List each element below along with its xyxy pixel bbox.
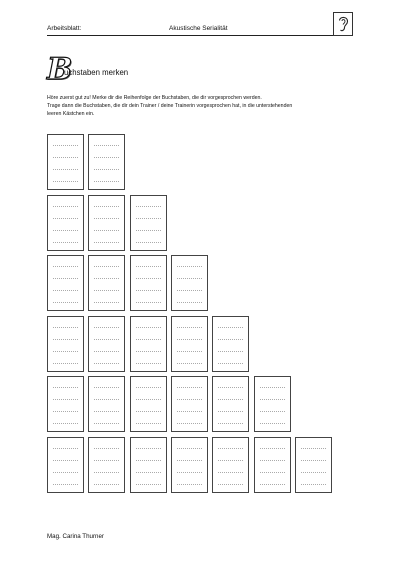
letter-box[interactable]: [171, 376, 208, 432]
worksheet-topic: Akustische Serialität: [169, 25, 228, 32]
writing-guide-line: [177, 302, 202, 303]
writing-guide-line: [177, 351, 202, 352]
writing-guide-line: [218, 460, 243, 461]
writing-guide-line: [177, 460, 202, 461]
writing-guide-line: [177, 411, 202, 412]
writing-guide-line: [218, 411, 243, 412]
writing-guide-line: [177, 363, 202, 364]
writing-guide-line: [94, 242, 119, 243]
writing-guide-line: [53, 448, 78, 449]
letter-box[interactable]: [130, 195, 167, 251]
letter-box[interactable]: [130, 437, 167, 493]
writing-guide-line: [94, 411, 119, 412]
letter-box[interactable]: [171, 437, 208, 493]
writing-guide-line: [94, 351, 119, 352]
letter-box[interactable]: [47, 134, 84, 190]
ear-icon: [333, 12, 353, 36]
writing-guide-line: [218, 363, 243, 364]
writing-guide-line: [94, 145, 119, 146]
writing-guide-line: [218, 399, 243, 400]
writing-guide-line: [218, 387, 243, 388]
writing-guide-line: [94, 266, 119, 267]
writing-guide-line: [177, 423, 202, 424]
writing-guide-line: [260, 411, 285, 412]
writing-guide-line: [53, 218, 78, 219]
writing-guide-line: [94, 339, 119, 340]
page-header: [47, 25, 333, 35]
writing-guide-line: [136, 351, 161, 352]
writing-guide-line: [94, 302, 119, 303]
writing-guide-line: [177, 278, 202, 279]
writing-guide-line: [94, 460, 119, 461]
writing-guide-line: [53, 327, 78, 328]
writing-guide-line: [94, 448, 119, 449]
letter-box[interactable]: [130, 376, 167, 432]
writing-guide-line: [218, 472, 243, 473]
writing-guide-line: [53, 230, 78, 231]
writing-guide-line: [260, 472, 285, 473]
letter-box[interactable]: [212, 316, 249, 372]
letter-box[interactable]: [47, 255, 84, 311]
writing-guide-line: [177, 484, 202, 485]
letter-box[interactable]: [212, 376, 249, 432]
writing-guide-line: [260, 399, 285, 400]
writing-guide-line: [53, 484, 78, 485]
writing-guide-line: [94, 218, 119, 219]
writing-guide-line: [301, 460, 326, 461]
writing-guide-line: [53, 278, 78, 279]
writing-guide-line: [136, 230, 161, 231]
writing-guide-line: [218, 339, 243, 340]
writing-guide-line: [53, 206, 78, 207]
header-divider: [47, 35, 333, 36]
writing-guide-line: [94, 327, 119, 328]
writing-guide-line: [53, 302, 78, 303]
writing-guide-line: [136, 278, 161, 279]
writing-guide-line: [94, 206, 119, 207]
writing-guide-line: [53, 411, 78, 412]
instructions: [47, 94, 347, 118]
writing-guide-line: [94, 278, 119, 279]
writing-guide-line: [94, 290, 119, 291]
letter-box[interactable]: [295, 437, 332, 493]
writing-guide-line: [136, 302, 161, 303]
writing-guide-line: [177, 266, 202, 267]
letter-box[interactable]: [130, 255, 167, 311]
writing-guide-line: [136, 423, 161, 424]
writing-guide-line: [136, 411, 161, 412]
writing-guide-line: [94, 387, 119, 388]
writing-guide-line: [177, 472, 202, 473]
author-footer: Mag. Carina Thurner: [47, 533, 104, 540]
writing-guide-line: [177, 387, 202, 388]
writing-guide-line: [53, 363, 78, 364]
writing-guide-line: [136, 206, 161, 207]
letter-box[interactable]: [212, 437, 249, 493]
writing-guide-line: [136, 363, 161, 364]
writing-guide-line: [301, 448, 326, 449]
letter-box[interactable]: [47, 376, 84, 432]
writing-guide-line: [53, 266, 78, 267]
writing-guide-line: [53, 169, 78, 170]
writing-guide-line: [260, 387, 285, 388]
writing-guide-line: [136, 290, 161, 291]
writing-guide-line: [53, 145, 78, 146]
instruction-line: leeren Kästchen ein.: [47, 111, 95, 117]
writing-guide-line: [53, 242, 78, 243]
writing-guide-line: [301, 484, 326, 485]
writing-guide-line: [260, 423, 285, 424]
instruction-line: Trage dann die Buchstaben, die dir dein Trainer / deine Trainerin vorgesprochen hat, in die unterstehenden: [47, 103, 293, 109]
writing-guide-line: [94, 472, 119, 473]
title-text: uchstaben merken: [64, 68, 129, 77]
title-initial-letter: B: [47, 52, 73, 87]
writing-guide-line: [94, 157, 119, 158]
writing-guide-line: [218, 448, 243, 449]
writing-guide-line: [136, 266, 161, 267]
writing-guide-line: [53, 351, 78, 352]
letter-box[interactable]: [47, 437, 84, 493]
writing-guide-line: [136, 460, 161, 461]
letter-box[interactable]: [130, 316, 167, 372]
writing-guide-line: [177, 448, 202, 449]
letter-box[interactable]: [88, 134, 125, 190]
worksheet-label: Arbeitsblatt:: [47, 25, 82, 32]
writing-guide-line: [136, 484, 161, 485]
writing-guide-line: [53, 339, 78, 340]
writing-guide-line: [177, 327, 202, 328]
writing-guide-line: [136, 399, 161, 400]
writing-guide-line: [94, 169, 119, 170]
letter-box[interactable]: [88, 255, 125, 311]
instruction-line: Höre zuerst gut zu! Merke dir die Reihenfolge der Buchstaben, die dir vorgesprochen werden.: [47, 95, 262, 101]
letter-box[interactable]: [88, 195, 125, 251]
writing-guide-line: [136, 472, 161, 473]
writing-guide-line: [136, 218, 161, 219]
writing-guide-line: [136, 327, 161, 328]
letter-box[interactable]: [171, 316, 208, 372]
writing-guide-line: [53, 460, 78, 461]
letter-box[interactable]: [47, 316, 84, 372]
writing-guide-line: [260, 484, 285, 485]
letter-box[interactable]: [254, 437, 291, 493]
writing-guide-line: [218, 484, 243, 485]
writing-guide-line: [53, 157, 78, 158]
writing-guide-line: [53, 290, 78, 291]
writing-guide-line: [94, 363, 119, 364]
writing-guide-line: [94, 399, 119, 400]
writing-guide-line: [53, 387, 78, 388]
writing-guide-line: [177, 339, 202, 340]
writing-guide-line: [53, 423, 78, 424]
writing-guide-line: [301, 472, 326, 473]
writing-guide-line: [94, 181, 119, 182]
letter-box[interactable]: [88, 376, 125, 432]
letter-box[interactable]: [254, 376, 291, 432]
writing-guide-line: [136, 242, 161, 243]
writing-guide-line: [218, 327, 243, 328]
writing-guide-line: [218, 351, 243, 352]
writing-guide-line: [53, 181, 78, 182]
writing-guide-line: [136, 448, 161, 449]
writing-guide-line: [177, 399, 202, 400]
writing-guide-line: [260, 460, 285, 461]
writing-guide-line: [136, 339, 161, 340]
writing-guide-line: [218, 423, 243, 424]
writing-guide-line: [94, 484, 119, 485]
writing-guide-line: [94, 423, 119, 424]
writing-guide-line: [260, 448, 285, 449]
letter-box[interactable]: [47, 195, 84, 251]
writing-guide-line: [94, 230, 119, 231]
writing-guide-line: [136, 387, 161, 388]
writing-guide-line: [53, 399, 78, 400]
writing-guide-line: [53, 472, 78, 473]
letter-box[interactable]: [88, 437, 125, 493]
letter-box[interactable]: [88, 316, 125, 372]
writing-guide-line: [177, 290, 202, 291]
letter-box[interactable]: [171, 255, 208, 311]
